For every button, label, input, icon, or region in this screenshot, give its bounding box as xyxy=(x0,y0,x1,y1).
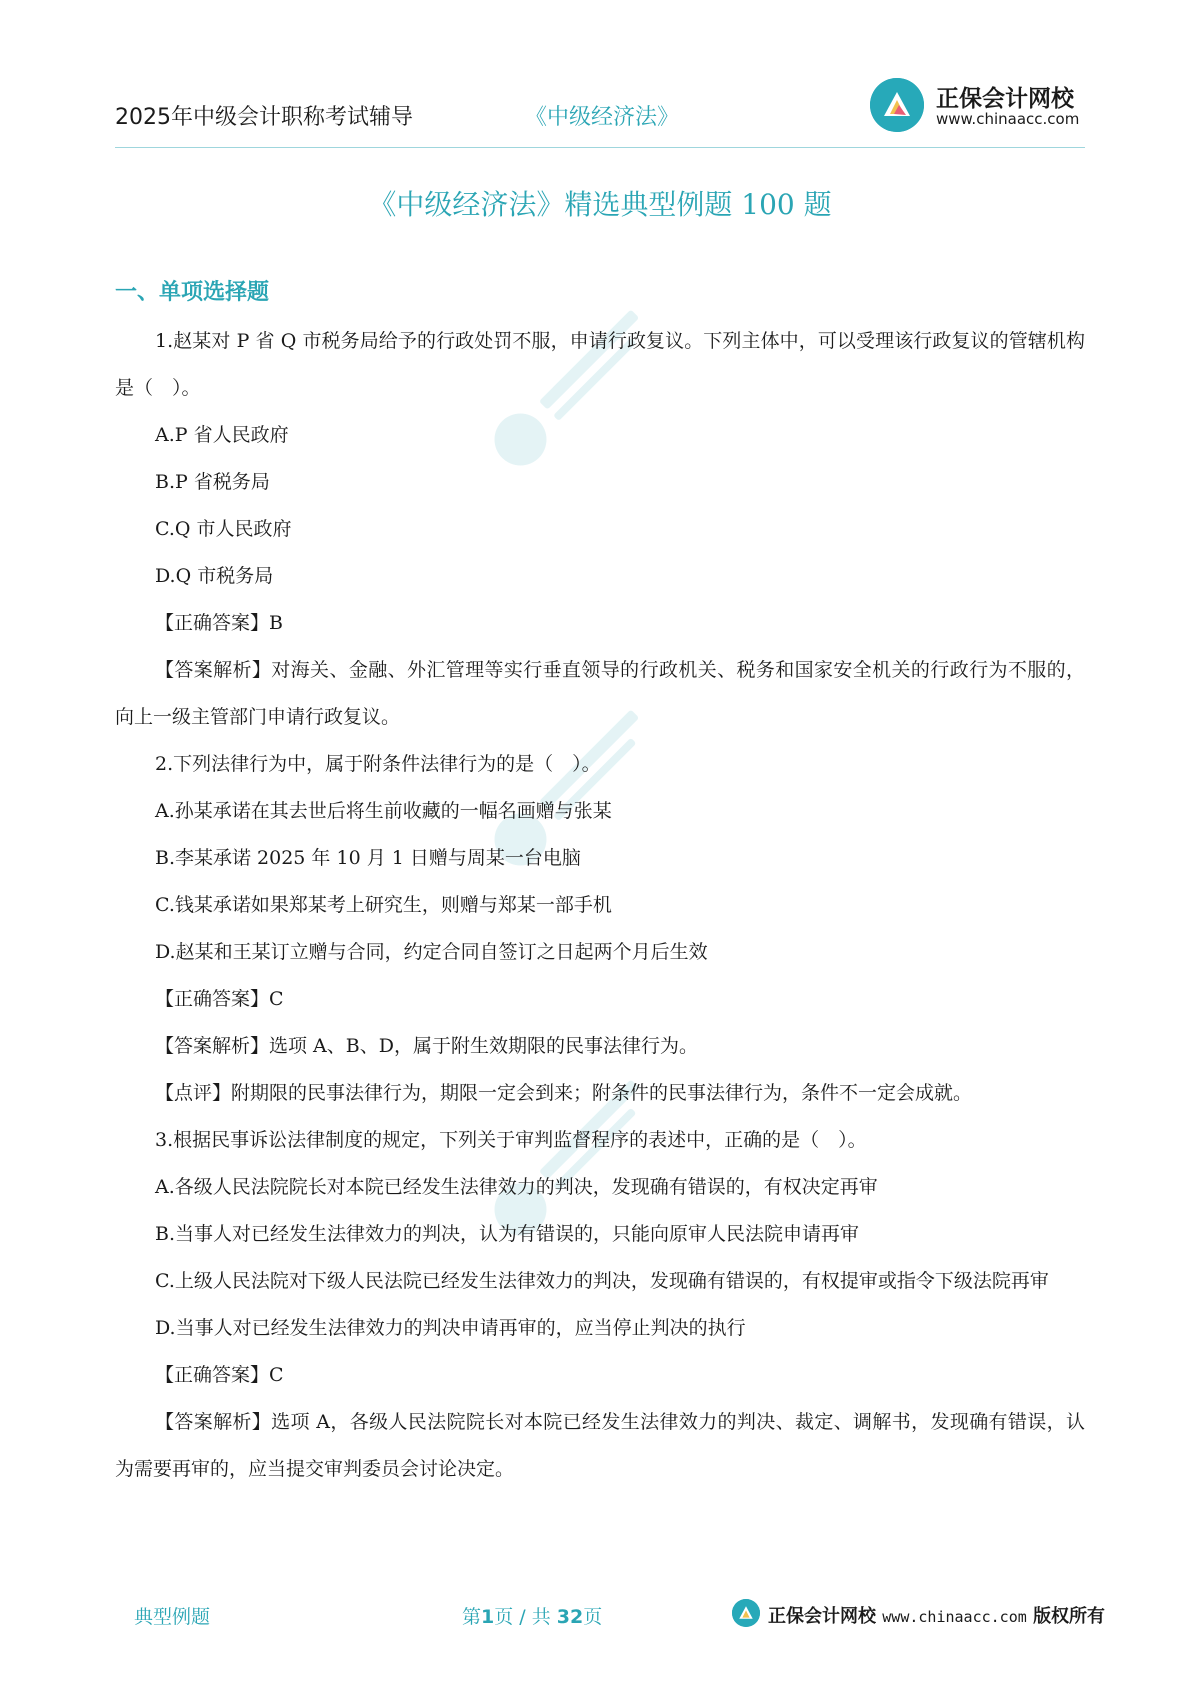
brand-logo-block[interactable] xyxy=(870,74,1085,134)
paragraph: 【答案解析】选项 A、B、D，属于附生效期限的民事法律行为。 xyxy=(155,1035,698,1057)
footer-category: 典型例题 xyxy=(134,1606,211,1628)
header-divider xyxy=(115,147,1085,148)
page-total: 32 xyxy=(556,1606,584,1628)
footer-logo-icon xyxy=(732,1599,760,1627)
paragraph: 【答案解析】选项 A，各级人民法院院长对本院已经发生法律效力的判决、裁定、调解书，发现确有错误，认为需要再审的，应当提交审判委员会讨论决定。 xyxy=(115,1411,1085,1480)
brand-url[interactable]: www.chinaacc.com xyxy=(936,110,1080,128)
page-number: 1 xyxy=(481,1606,495,1628)
footer-brand-url[interactable]: www.chinaacc.com xyxy=(882,1608,1027,1626)
brand-logo-icon xyxy=(870,78,924,132)
page-prefix: 第 xyxy=(462,1606,482,1628)
page-footer xyxy=(0,1596,1190,1636)
paragraph: C.Q 市人民政府 xyxy=(155,518,292,540)
paragraph: C.上级人民法院对下级人民法院已经发生法律效力的判决，发现确有错误的，有权提审或指令下级法院再审 xyxy=(155,1270,1049,1292)
paragraph: 3.根据民事诉讼法律制度的规定，下列关于审判监督程序的表述中，正确的是（ ）。 xyxy=(155,1129,867,1151)
paragraph: A.各级人民法院院长对本院已经发生法律效力的判决，发现确有错误的，有权决定再审 xyxy=(155,1176,878,1198)
paragraph: A.P 省人民政府 xyxy=(155,424,289,446)
paragraph: 【答案解析】对海关、金融、外汇管理等实行垂直领导的行政机关、税务和国家安全机关的行政行为不服的，向上一级主管部门申请行政复议。 xyxy=(115,659,1085,728)
paragraph: D.Q 市税务局 xyxy=(155,565,274,587)
paragraph: 【点评】附期限的民事法律行为，期限一定会到来；附条件的民事法律行为，条件不一定会成就。 xyxy=(155,1082,973,1104)
paragraph: B.李某承诺 2025 年 10 月 1 日赠与周某一台电脑 xyxy=(155,847,581,869)
section-title: 一、单项选择题 xyxy=(115,280,270,305)
paragraph: C.钱某承诺如果郑某考上研究生，则赠与郑某一部手机 xyxy=(155,894,612,916)
page-mid: 页 / 共 xyxy=(494,1606,551,1628)
question-content xyxy=(115,318,1085,1493)
paragraph: B.当事人对已经发生法律效力的判决，认为有错误的，只能向原审人民法院申请再审 xyxy=(155,1223,860,1245)
course-name: 《中级经济法》 xyxy=(525,105,680,130)
brand-name: 正保会计网校 xyxy=(936,86,1074,112)
footer-brand xyxy=(732,1598,1112,1630)
paragraph: 【正确答案】C xyxy=(155,1364,284,1386)
footer-brand-text xyxy=(768,1602,1105,1628)
footer-brand-name: 正保会计网校 xyxy=(768,1606,876,1627)
exam-title: 2025年中级会计职称考试辅导 xyxy=(115,105,413,130)
page-header xyxy=(115,72,1085,148)
page-suffix: 页 xyxy=(583,1606,603,1628)
paragraph: 1.赵某对 P 省 Q 市税务局给予的行政处罚不服，申请行政复议。下列主体中，可以受理该行政复议的管辖机构是（ ）。 xyxy=(115,330,1085,399)
paragraph: 2.下列法律行为中，属于附条件法律行为的是（ ）。 xyxy=(155,753,601,775)
footer-rights: 版权所有 xyxy=(1033,1606,1106,1627)
paragraph: A.孙某承诺在其去世后将生前收藏的一幅名画赠与张某 xyxy=(155,800,612,822)
paragraph: D.赵某和王某订立赠与合同，约定合同自签订之日起两个月后生效 xyxy=(155,941,708,963)
paragraph: D.当事人对已经发生法律效力的判决申请再审的，应当停止判决的执行 xyxy=(155,1317,746,1339)
page-indicator xyxy=(462,1602,602,1629)
paragraph: 【正确答案】C xyxy=(155,988,284,1010)
document-title: 《中级经济法》精选典型例题 100 题 xyxy=(368,188,832,221)
paragraph: B.P 省税务局 xyxy=(155,471,270,493)
paragraph: 【正确答案】B xyxy=(155,612,283,634)
